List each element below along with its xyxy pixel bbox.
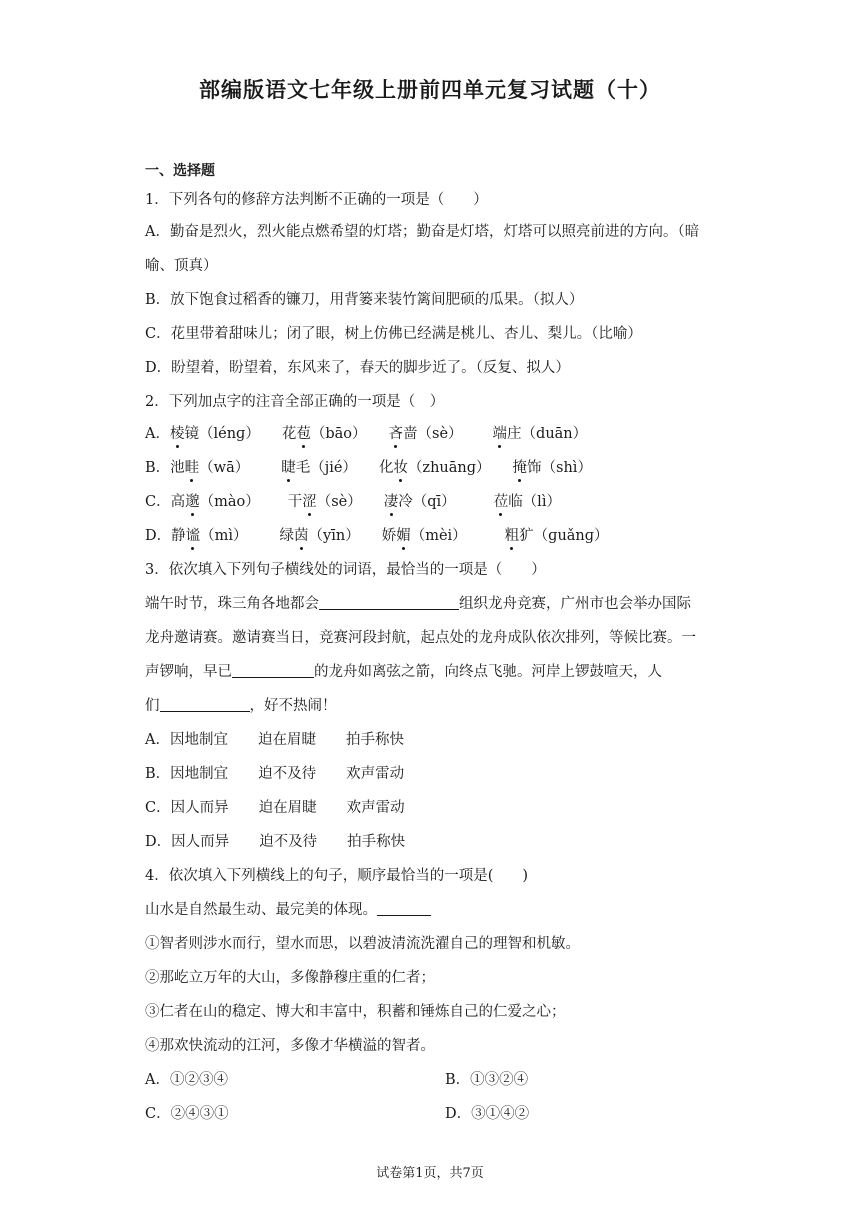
question-1-option-b: B．放下饱食过稻香的镰刀，用背篓来装竹篱间肥硕的瓜果。（拟人） [145, 292, 584, 308]
question-4-sentence-2: ②那屹立万年的大山，多像静穆庄重的仁者； [145, 970, 435, 986]
question-4-option-d: D．③①④② [445, 1106, 530, 1122]
question-3-passage-line-3: 声锣响，早已 的龙舟如离弦之箭，向终点飞驰。河岸上锣鼓喧天，人 [145, 664, 662, 680]
question-4-lead: 山水是自然最生动、最完美的体现。 [145, 898, 431, 919]
question-4-sentence-4: ④那欢快流动的江河，多像才华横溢的智者。 [145, 1038, 435, 1054]
question-2-option-b: B．池畦（wā） 睫毛（jié） 化妆（zhuānɡ） 掩饰（shì） [145, 456, 592, 477]
question-3-option-a: A．因地制宜 迫在眉睫 拍手称快 [145, 732, 404, 748]
question-4-sentence-1: ①智者则涉水而行，望水而思，以碧波清流洗濯自己的理智和机敏。 [145, 936, 580, 952]
answer-blank-1[interactable] [319, 595, 459, 610]
question-2-stem: 2．下列加点字的注音全部正确的一项是（ ） [145, 394, 445, 410]
question-3-passage-line-2: 龙舟邀请赛。邀请赛当日，竞赛河段封航，起点处的龙舟成队依次排列，等候比赛。一 [145, 630, 696, 646]
question-4-option-a: A．①②③④ [145, 1072, 228, 1088]
question-3-option-c: C．因人而异 迫在眉睫 欢声雷动 [145, 800, 405, 816]
question-2-option-a: A．棱镜（lénɡ） 花苞（bāo） 吝啬（sè） 端庄（duān） [145, 422, 587, 443]
question-1-option-a-cont: 喻、顶真） [145, 258, 218, 274]
question-3-stem: 3．依次填入下列句子横线处的词语，最恰当的一项是（ ） [145, 562, 546, 578]
question-3-option-b: B．因地制宜 迫不及待 欢声雷动 [145, 766, 405, 782]
question-1-option-a: A．勤奋是烈火，烈火能点燃希望的灯塔；勤奋是灯塔，灯塔可以照亮前进的方向。（暗 [145, 224, 700, 240]
question-2-option-d: D．静谧（mì） 绿茵（yīn） 娇媚（mèi） 粗犷（ɡuǎnɡ） [145, 524, 609, 545]
answer-blank-3[interactable] [160, 697, 250, 712]
question-1-option-c: C．花里带着甜味儿；闭了眼，树上仿佛已经满是桃儿、杏儿、梨儿。（比喻） [145, 326, 642, 342]
answer-blank-4[interactable] [377, 901, 431, 916]
question-1-option-d: D．盼望着，盼望着，东风来了，春天的脚步近了。（反复、拟人） [145, 360, 570, 376]
question-4-stem: 4．依次填入下列横线上的句子，顺序最恰当的一项是( ) [145, 868, 529, 884]
question-4-sentence-3: ③仁者在山的稳定、博大和丰富中，积蓄和锤炼自己的仁爱之心； [145, 1004, 566, 1020]
question-3-option-d: D．因人而异 迫不及待 拍手称快 [145, 834, 406, 850]
question-4-option-c: C．②④③① [145, 1106, 229, 1122]
question-3-passage-line-1: 端午时节，珠三角各地都会 组织龙舟竞赛，广州市也会举办国际 [145, 596, 691, 612]
question-1-stem: 1．下列各句的修辞方法判断不正确的一项是（ ） [145, 192, 488, 208]
answer-blank-2[interactable] [232, 663, 314, 678]
section-heading: 一、选择题 [145, 163, 215, 179]
question-4-option-b: B．①③②④ [445, 1072, 529, 1088]
question-3-passage-line-4: 们 ，好不热闹！ [145, 698, 337, 714]
page-footer: 试卷第1页，共7页 [376, 1166, 484, 1181]
question-2-option-c: C．高邈（mào） 干涩（sè） 凄冷（qī） 莅临（lì） [145, 490, 561, 511]
page-title: 部编版语文七年级上册前四单元复习试题（十） [199, 78, 661, 102]
